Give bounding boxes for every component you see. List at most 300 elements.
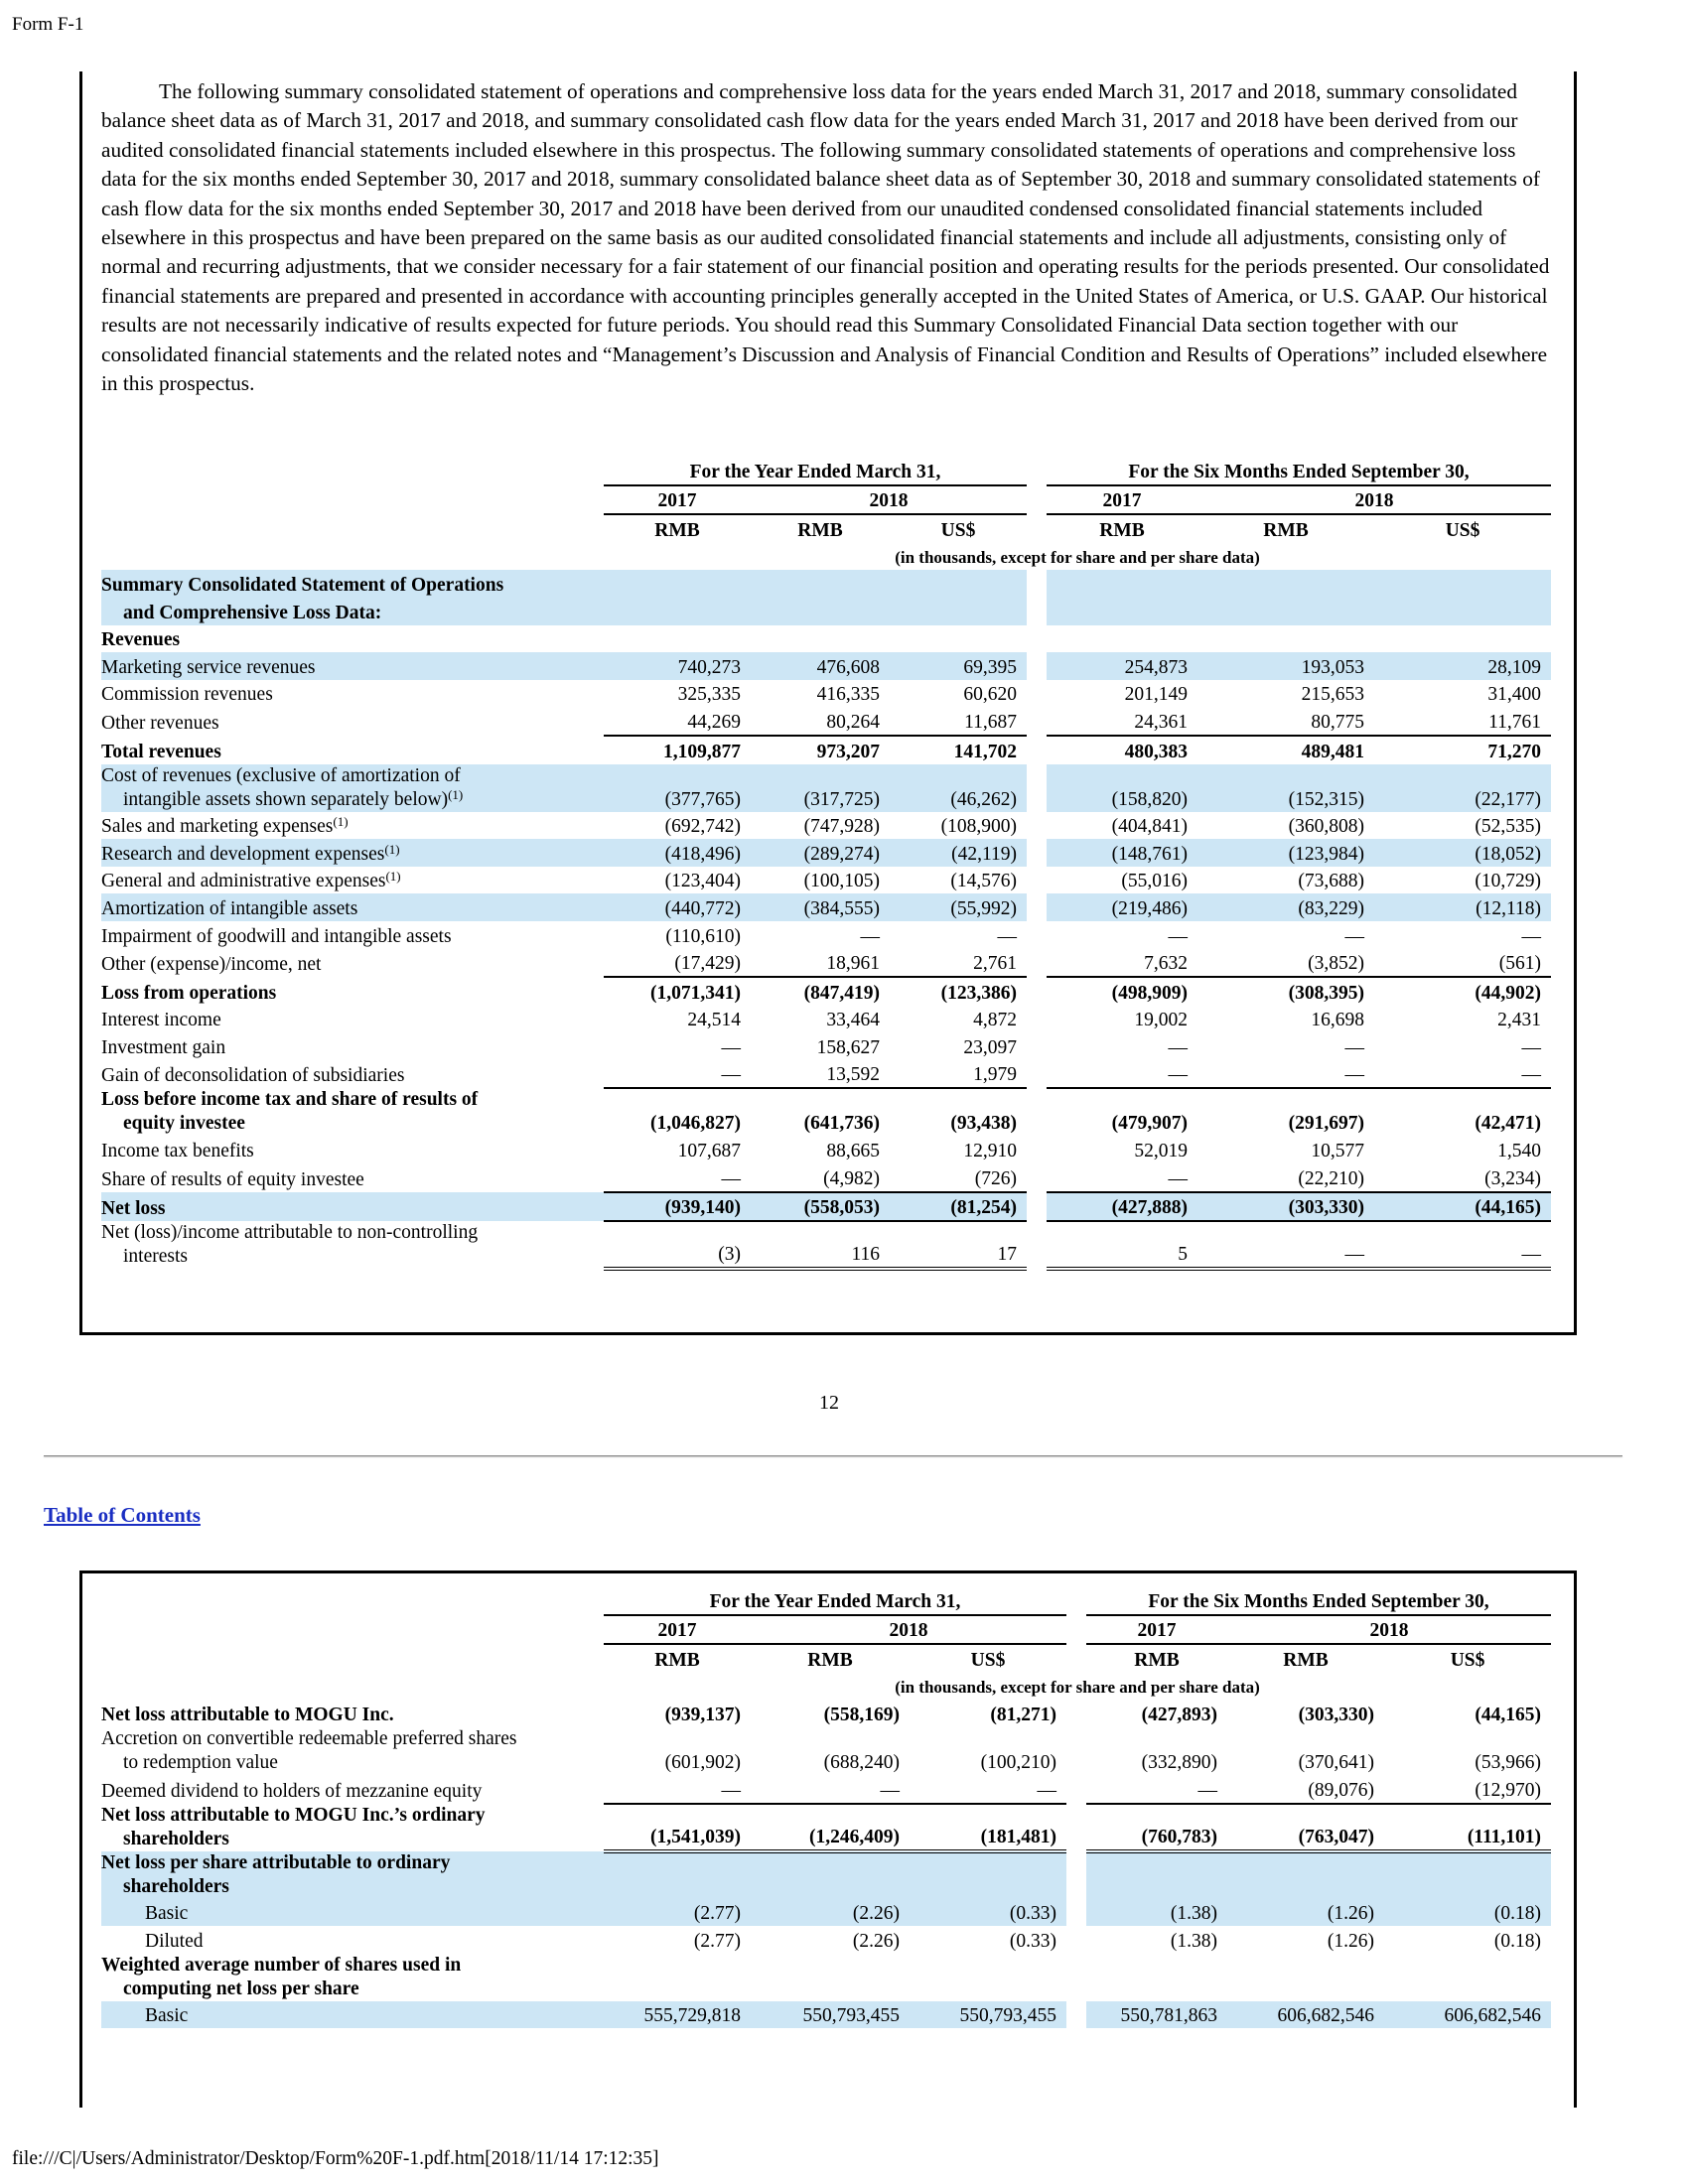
value-cell: — — [1168, 925, 1189, 947]
table-row — [101, 1899, 1551, 1927]
table-row — [101, 921, 1551, 949]
row-label — [101, 1192, 604, 1222]
row-label-text: Marketing service revenues — [101, 656, 316, 678]
value-cell: (158,820) — [1047, 764, 1197, 812]
value-cell: — — [1344, 925, 1365, 947]
unit-note: (in thousands, except for share and per share data) — [895, 548, 1260, 568]
value-cell: 1,540 — [1497, 1141, 1542, 1162]
value-cell: 254,873 — [1047, 652, 1197, 680]
column-gap — [1027, 1088, 1047, 1136]
col-2018-header: 2018 — [751, 1615, 1066, 1645]
currency-header: US$ — [970, 1649, 1006, 1671]
value-cell: — — [604, 1163, 751, 1192]
value-cell: 13,592 — [751, 1060, 890, 1089]
table-row — [101, 1032, 1551, 1060]
value-cell: (1.38) — [1170, 1930, 1218, 1952]
empty-cell — [1047, 625, 1197, 653]
row-label-line-2: shareholders — [123, 1828, 229, 1849]
column-gap — [1027, 1163, 1047, 1192]
value-cell: 11,687 — [890, 707, 1027, 736]
table1-body — [101, 570, 1551, 1269]
col-2018-six-header: 2018 — [1227, 1615, 1551, 1645]
value-cell: (22,177) — [1374, 764, 1551, 812]
row-label-text: Sales and marketing expenses — [101, 816, 334, 838]
row-label-text: Research and development expenses — [101, 843, 385, 865]
column-gap — [1027, 949, 1047, 978]
table-row — [101, 1851, 1551, 1899]
table-row — [101, 812, 1551, 840]
value-cell: — — [860, 925, 880, 947]
col-2018-header: 2018 — [751, 485, 1027, 515]
value-cell: 550,793,455 — [910, 2001, 1066, 2029]
column-gap — [1027, 812, 1047, 840]
row-label-line-2: intangible assets shown separately below) — [123, 788, 449, 810]
col-2017-six-header: 2017 — [1086, 1615, 1227, 1645]
table-row — [101, 1060, 1551, 1089]
value-cell: (3,852) — [1197, 949, 1374, 978]
value-cell: (289,274) — [751, 839, 890, 867]
value-cell: (100,105) — [803, 871, 880, 892]
value-cell: (0.18) — [1493, 1930, 1542, 1952]
row-label-text: General and administrative expenses — [101, 871, 386, 892]
table-row — [101, 2001, 1551, 2029]
value-cell: (152,315) — [1197, 764, 1374, 812]
value-cell — [604, 1851, 751, 1899]
row-label — [101, 707, 604, 736]
value-cell: 158,627 — [816, 1036, 880, 1058]
row-label — [101, 949, 604, 978]
value-cell: 116 — [751, 1221, 890, 1269]
value-cell: 555,729,818 — [604, 2001, 751, 2029]
value-cell: (123,386) — [940, 982, 1018, 1004]
row-label-line-1: Net loss per share attributable to ordinary — [101, 1851, 451, 1873]
row-label-line-2: equity investee — [123, 1113, 245, 1135]
value-cell: (360,808) — [1288, 816, 1365, 838]
column-gap — [1066, 1804, 1086, 1851]
row-label — [101, 977, 604, 1006]
value-cell — [910, 1851, 1066, 1899]
empty-cell — [1027, 625, 1047, 653]
value-cell: (0.33) — [1009, 1930, 1057, 1952]
column-gap — [1066, 2001, 1086, 2029]
value-cell — [1086, 1954, 1227, 2001]
footnote-marker: (1) — [384, 841, 400, 857]
section-title-line-2-text: and Comprehensive Loss Data: — [101, 598, 604, 625]
table-row — [101, 1775, 1551, 1804]
value-cell: (308,395) — [1288, 982, 1365, 1004]
empty-cell — [890, 625, 1027, 653]
value-cell: 4,872 — [973, 1010, 1018, 1031]
value-cell: (1.26) — [1227, 1899, 1384, 1927]
row-label — [101, 736, 604, 764]
value-cell: 416,335 — [816, 684, 880, 706]
value-cell: 33,464 — [826, 1010, 880, 1031]
table2-header — [101, 1586, 1551, 1700]
value-cell: — — [1168, 1036, 1189, 1058]
intro-paragraph: The following summary consolidated statement of operations and comprehensive loss data for the years ended March 31, 2017 and 2018, summary consolidated balance sheet data as of March 31, 2017 and 2018, and summary consolidated cash flow data for the years ended March 31, 2017 and 2018 have been derived from our audited consolidated financial statements included elsewhere in this prospectus. The following summary consolidated statements of operations and comprehensive loss data for the six months ended September 30, 2017 and 2018, summary consolidated balance sheet data as of September 30, 2018 and summary consolidated statements of cash flow data for the six months ended September 30, 2017 and 2018 have been derived from our unaudited condensed consolidated financial statements included elsewhere in this prospectus and have been prepared on the same basis as our audited consolidated financial statements and include all adjustments, consisting only of normal and recurring adjustments, that we consider necessary for a fair statement of our financial position and operating results for the periods presented. Our consolidated financial statements are prepared and presented in accordance with accounting principles generally accepted in the United States of America, or U.S. GAAP. Our historical results are not necessarily indicative of results expected for future periods. You should read this Summary Consolidated Financial Data section together with our consolidated financial statements and the related notes and “Management’s Discussion and Analysis of Financial Condition and Results of Operations” included elsewhere in this prospectus. — [101, 79, 1550, 396]
value-cell: (760,783) — [1086, 1804, 1227, 1851]
row-label — [101, 1136, 604, 1163]
column-gap — [1027, 1060, 1047, 1089]
value-cell: (111,101) — [1384, 1804, 1551, 1851]
section-title-line-1 — [101, 570, 1551, 598]
value-cell: (4,982) — [751, 1163, 890, 1192]
value-cell: (12,118) — [1374, 893, 1551, 921]
value-cell: (2.77) — [693, 1930, 741, 1952]
value-cell: 550,793,455 — [751, 2001, 910, 2029]
column-gap — [1027, 680, 1047, 708]
value-cell: (17,429) — [604, 949, 751, 978]
net-loss-per-share-table — [101, 1586, 1551, 2028]
value-cell: (123,984) — [1197, 839, 1374, 867]
value-cell: — — [1197, 1221, 1374, 1269]
row-label — [101, 1954, 604, 2001]
value-cell: (181,481) — [910, 1804, 1066, 1851]
value-cell: (42,471) — [1475, 1113, 1542, 1135]
col-2017-header: 2017 — [604, 485, 751, 515]
summary-operations-table — [101, 457, 1551, 1271]
value-cell: (100,210) — [980, 1751, 1057, 1773]
row-label-line-1: Weighted average number of shares used in — [101, 1954, 462, 1976]
currency-header: RMB — [654, 1649, 700, 1671]
value-cell: (219,486) — [1047, 893, 1197, 921]
value-cell: (2.26) — [751, 1899, 910, 1927]
value-cell: (53,966) — [1475, 1751, 1542, 1773]
column-gap — [1066, 1851, 1086, 1899]
table-row — [101, 1700, 1551, 1727]
empty-cell — [1197, 625, 1374, 653]
value-cell: 31,400 — [1487, 684, 1542, 706]
value-cell: (418,496) — [604, 839, 751, 867]
column-gap — [1066, 1899, 1086, 1927]
currency-header: RMB — [797, 519, 843, 541]
value-cell: (3,234) — [1374, 1163, 1551, 1192]
row-label-text: Loss from operations — [101, 982, 277, 1004]
value-cell: (303,330) — [1197, 1192, 1374, 1222]
column-gap — [1027, 1032, 1047, 1060]
value-cell: (747,928) — [803, 816, 880, 838]
value-cell — [910, 1954, 1066, 2001]
row-label — [101, 893, 604, 921]
value-cell: 476,608 — [751, 652, 890, 680]
currency-header: US$ — [1445, 519, 1480, 541]
empty-cell — [751, 570, 890, 598]
row-label-text: Interest income — [101, 1010, 221, 1031]
value-cell: (427,888) — [1047, 1192, 1197, 1222]
row-label — [101, 921, 604, 949]
value-cell: (2.26) — [852, 1930, 900, 1952]
value-cell: (44,165) — [1475, 1704, 1542, 1725]
row-label — [101, 1727, 604, 1775]
currency-header: RMB — [1099, 519, 1145, 541]
value-cell: (763,047) — [1227, 1804, 1384, 1851]
row-label — [101, 1700, 604, 1727]
page-number: 12 — [819, 1392, 839, 1414]
value-cell: 24,514 — [687, 1010, 741, 1031]
row-label-text: Other revenues — [101, 712, 219, 734]
value-cell: 23,097 — [963, 1036, 1018, 1058]
row-label-text: Investment gain — [101, 1036, 226, 1058]
value-cell: (10,729) — [1475, 871, 1542, 892]
value-cell: 80,775 — [1197, 707, 1374, 736]
value-cell: — — [751, 1775, 910, 1804]
empty-cell — [751, 598, 890, 625]
value-cell — [751, 1954, 910, 2001]
table-row — [101, 1926, 1551, 1954]
value-cell: — — [997, 925, 1018, 947]
table-row — [101, 867, 1551, 894]
value-cell: — — [1086, 1775, 1227, 1804]
value-cell: (939,140) — [604, 1192, 751, 1222]
empty-cell — [1374, 625, 1551, 653]
table-row — [101, 652, 1551, 680]
row-label-text: Basic — [145, 2005, 189, 2027]
value-cell: (332,890) — [1141, 1751, 1218, 1773]
value-cell: (123,404) — [664, 871, 741, 892]
table-row — [101, 839, 1551, 867]
value-cell: (12,970) — [1384, 1775, 1551, 1804]
value-cell: 201,149 — [1124, 684, 1189, 706]
value-cell: (1.26) — [1327, 1930, 1375, 1952]
value-cell: (81,254) — [890, 1192, 1027, 1222]
value-cell: (1,246,409) — [751, 1804, 910, 1851]
value-cell: (479,907) — [1111, 1113, 1189, 1135]
value-cell: 44,269 — [604, 707, 751, 736]
value-cell: 18,961 — [751, 949, 890, 978]
value-cell: (558,169) — [823, 1704, 900, 1725]
section-title-line-2 — [101, 598, 1551, 625]
col-2017-header: 2017 — [604, 1615, 751, 1645]
column-gap — [1027, 1192, 1047, 1222]
year-group-header: For the Year Ended March 31, — [604, 457, 1027, 485]
value-cell: 80,264 — [751, 707, 890, 736]
value-cell: (498,909) — [1111, 982, 1189, 1004]
value-cell: (148,761) — [1047, 839, 1197, 867]
value-cell: 2,431 — [1497, 1010, 1542, 1031]
document-header: Form F-1 — [12, 14, 84, 35]
value-cell: (3) — [604, 1221, 751, 1269]
currency-header: US$ — [940, 519, 976, 541]
table-row — [101, 1192, 1551, 1222]
value-cell: (317,725) — [751, 764, 890, 812]
value-cell: 24,361 — [1047, 707, 1197, 736]
empty-cell — [1374, 570, 1551, 598]
column-gap — [1027, 1006, 1047, 1033]
row-label-line-1: Net loss attributable to MOGU Inc.’s ordinary — [101, 1804, 486, 1826]
value-cell: — — [1374, 1060, 1551, 1089]
empty-cell — [890, 598, 1027, 625]
table2-body — [101, 1700, 1551, 2028]
value-cell: 16,698 — [1311, 1010, 1365, 1031]
value-cell: (14,576) — [950, 871, 1018, 892]
unit-note: (in thousands, except for share and per share data) — [895, 1678, 1260, 1698]
table-row — [101, 1954, 1551, 2001]
value-cell: (42,119) — [890, 839, 1027, 867]
row-label — [101, 1899, 604, 1927]
value-cell: (847,419) — [803, 982, 880, 1004]
row-label — [101, 1221, 604, 1269]
empty-cell — [1197, 570, 1374, 598]
column-gap — [1066, 1775, 1086, 1804]
row-label — [101, 680, 604, 708]
table-row — [101, 949, 1551, 978]
row-label — [101, 1926, 604, 1954]
value-cell: — — [721, 1036, 741, 1058]
value-cell: (384,555) — [751, 893, 890, 921]
table-row — [101, 707, 1551, 736]
empty-cell — [1047, 570, 1197, 598]
value-cell: (404,841) — [1111, 816, 1189, 838]
table-row — [101, 680, 1551, 708]
currency-header: RMB — [1283, 1649, 1329, 1671]
empty-cell — [604, 570, 751, 598]
row-label — [101, 1088, 604, 1136]
value-cell: — — [604, 1775, 751, 1804]
page-separator — [44, 1455, 1622, 1456]
column-gap — [1027, 1136, 1047, 1163]
footnote-marker: (1) — [333, 814, 349, 830]
value-cell: (22,210) — [1197, 1163, 1374, 1192]
column-gap — [1027, 652, 1047, 680]
column-gap — [1066, 1700, 1086, 1727]
value-cell: — — [1521, 925, 1542, 947]
value-cell: 107,687 — [677, 1141, 741, 1162]
value-cell: 10,577 — [1311, 1141, 1365, 1162]
revenues-heading — [101, 625, 1551, 653]
value-cell: 489,481 — [1301, 741, 1365, 762]
value-cell — [1384, 1954, 1551, 2001]
value-cell: (93,438) — [950, 1113, 1018, 1135]
table-row — [101, 736, 1551, 764]
row-label — [101, 812, 604, 840]
value-cell: (1.38) — [1086, 1899, 1227, 1927]
value-cell: 28,109 — [1374, 652, 1551, 680]
row-label-text: Income tax benefits — [101, 1141, 254, 1162]
value-cell: 71,270 — [1487, 741, 1542, 762]
value-cell: 193,053 — [1197, 652, 1374, 680]
empty-cell — [1027, 598, 1047, 625]
column-gap — [1066, 1926, 1086, 1954]
row-label-line-2: shareholders — [123, 1875, 229, 1897]
row-label-text: Share of results of equity investee — [101, 1168, 364, 1190]
value-cell: 52,019 — [1134, 1141, 1189, 1162]
file-path-footer: file:///C|/Users/Administrator/Desktop/Form%20F-1.pdf.htm[2018/11/14 17:12:35] — [12, 2148, 659, 2169]
row-label-line-1: Loss before income tax and share of results of — [101, 1089, 479, 1111]
value-cell: (2.77) — [604, 1899, 751, 1927]
year-group-header: For the Year Ended March 31, — [604, 1586, 1066, 1615]
row-label-text: Commission revenues — [101, 684, 273, 706]
value-cell: (18,052) — [1374, 839, 1551, 867]
value-cell: (561) — [1374, 949, 1551, 978]
column-gap — [1066, 1954, 1086, 2001]
row-label-text: Diluted — [145, 1930, 204, 1952]
six-month-group-header: For the Six Months Ended September 30, — [1047, 457, 1551, 485]
row-label-text: Net loss attributable to MOGU Inc. — [101, 1704, 394, 1725]
currency-header: RMB — [654, 519, 700, 541]
value-cell: 215,653 — [1301, 684, 1365, 706]
column-gap — [1027, 839, 1047, 867]
value-cell: (73,688) — [1298, 871, 1365, 892]
footnote-marker: (1) — [385, 869, 401, 885]
row-label — [101, 867, 604, 894]
value-cell: 19,002 — [1134, 1010, 1189, 1031]
value-cell: (558,053) — [751, 1192, 890, 1222]
column-gap — [1027, 707, 1047, 736]
empty-cell — [890, 570, 1027, 598]
table-row — [101, 1136, 1551, 1163]
column-gap — [1027, 893, 1047, 921]
table-row — [101, 1221, 1551, 1269]
column-gap — [1066, 1727, 1086, 1775]
row-label — [101, 1163, 604, 1192]
column-gap — [1027, 764, 1047, 812]
currency-header: RMB — [807, 1649, 853, 1671]
row-label — [101, 764, 604, 812]
currency-header: RMB — [1263, 519, 1309, 541]
value-cell: (44,902) — [1475, 982, 1542, 1004]
row-label — [101, 1032, 604, 1060]
table-row — [101, 764, 1551, 812]
value-cell: (108,900) — [940, 816, 1018, 838]
value-cell: (303,330) — [1298, 1704, 1375, 1725]
revenues-heading-text: Revenues — [101, 629, 181, 651]
column-gap — [1027, 921, 1047, 949]
value-cell: (44,165) — [1374, 1192, 1551, 1222]
value-cell: (46,262) — [890, 764, 1027, 812]
value-cell: (0.18) — [1384, 1899, 1551, 1927]
value-cell — [751, 1851, 910, 1899]
table-of-contents-link[interactable]: Table of Contents — [44, 1503, 201, 1527]
column-gap — [1027, 977, 1047, 1006]
row-label — [101, 1851, 604, 1899]
value-cell: (52,535) — [1475, 816, 1542, 838]
value-cell: — — [1047, 1060, 1197, 1089]
value-cell: 60,620 — [963, 684, 1018, 706]
six-month-group-header: For the Six Months Ended September 30, — [1086, 1586, 1551, 1615]
value-cell: 973,207 — [816, 741, 880, 762]
row-label — [101, 652, 604, 680]
section-title-line-1-text: Summary Consolidated Statement of Operations — [101, 570, 604, 598]
value-cell: 88,665 — [826, 1141, 880, 1162]
col-2017-six-header: 2017 — [1047, 485, 1197, 515]
value-cell: (370,641) — [1298, 1751, 1375, 1773]
value-cell: (377,765) — [604, 764, 751, 812]
column-gap — [1027, 1221, 1047, 1269]
value-cell: — — [910, 1775, 1066, 1804]
value-cell: 550,781,863 — [1086, 2001, 1227, 2029]
row-label-text: Amortization of intangible assets — [101, 897, 358, 919]
row-label-text: Total revenues — [101, 741, 221, 762]
row-label — [101, 1775, 604, 1804]
row-label-line-1: Accretion on convertible redeemable preferred shares — [101, 1727, 517, 1749]
row-label-line-2: computing net loss per share — [123, 1978, 359, 1999]
value-cell — [604, 1954, 751, 2001]
value-cell: — — [1344, 1036, 1365, 1058]
table-row — [101, 1088, 1551, 1136]
value-cell: (688,240) — [823, 1751, 900, 1773]
table-row — [101, 1727, 1551, 1775]
column-gap — [1027, 736, 1047, 764]
row-label-text: Net loss — [101, 1198, 166, 1220]
value-cell: (0.33) — [910, 1899, 1066, 1927]
table1-header — [101, 457, 1551, 570]
value-cell: — — [1197, 1060, 1374, 1089]
value-cell: (55,016) — [1121, 871, 1189, 892]
row-label-text: Impairment of goodwill and intangible assets — [101, 925, 452, 947]
value-cell: 480,383 — [1124, 741, 1189, 762]
value-cell: 141,702 — [953, 741, 1018, 762]
value-cell: 17 — [890, 1221, 1027, 1269]
